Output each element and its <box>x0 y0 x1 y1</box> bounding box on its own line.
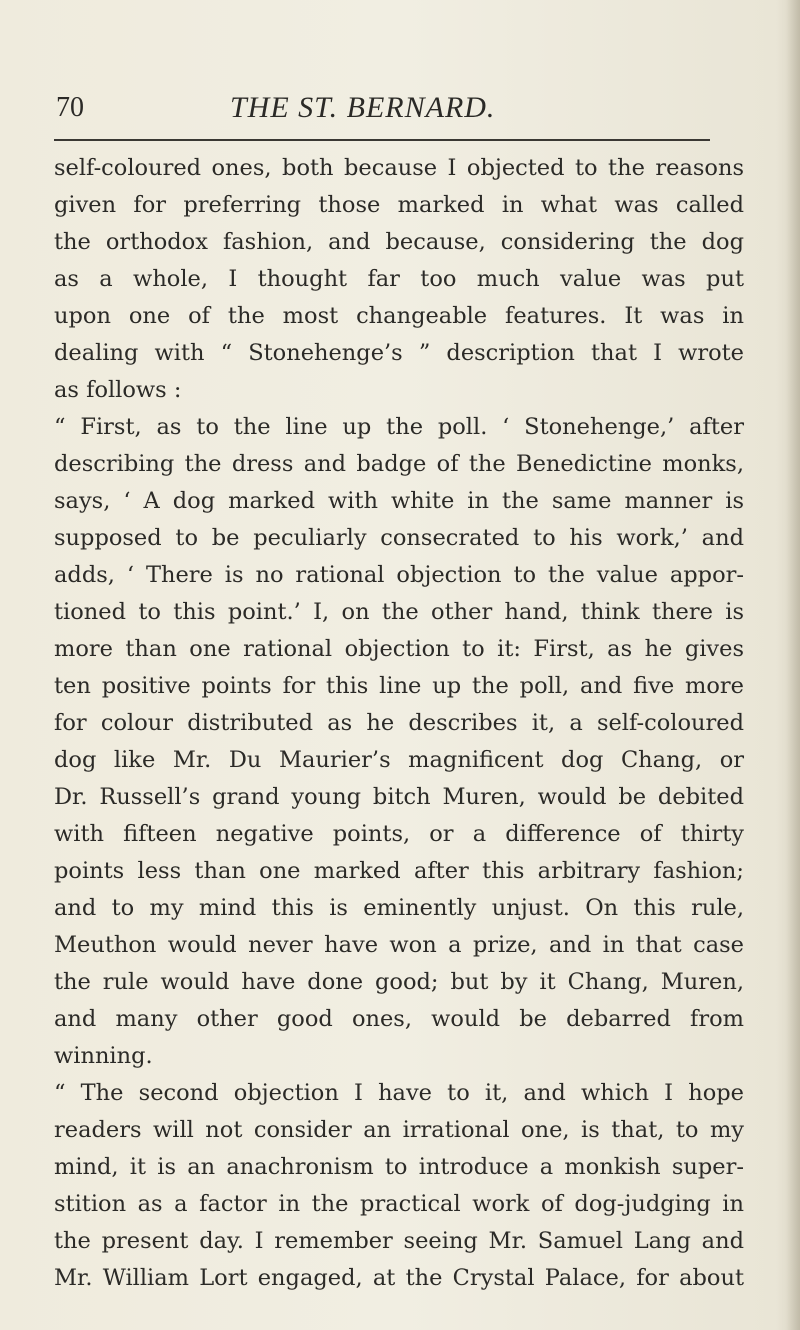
text-line: mind, it is an anachronism to introduce a monkish super- <box>54 1154 744 1180</box>
text-line: points less than one marked after this arbitrary fashion; <box>54 858 744 884</box>
text-line: the present day. I remember seeing Mr. Samuel Lang and <box>54 1228 744 1254</box>
text-line: and to my mind this is eminently unjust. On this rule, <box>54 895 744 921</box>
text-line: supposed to be peculiarly consecrated to his work,’ and <box>54 525 744 551</box>
text-line: upon one of the most changeable features. It was in <box>54 303 744 329</box>
text-line: “ First, as to the line up the poll. ‘ Stonehenge,’ after <box>54 414 744 440</box>
text-line: winning. <box>54 1043 153 1069</box>
text-line: adds, ‘ There is no rational objection to the value appor- <box>54 562 744 588</box>
text-line: as follows : <box>54 377 182 403</box>
text-line: self-coloured ones, both because I objected to the reasons <box>54 155 744 181</box>
text-line: Meuthon would never have won a prize, and in that case <box>54 932 744 958</box>
text-line: ten positive points for this line up the poll, and five more <box>54 673 744 699</box>
text-line: dog like Mr. Du Maurier’s magnificent dog Chang, or <box>54 747 744 773</box>
text-line: Mr. William Lort engaged, at the Crystal Palace, for about <box>54 1265 744 1291</box>
text-line: the orthodox fashion, and because, considering the dog <box>54 229 744 255</box>
text-line: the rule would have done good; but by it Chang, Muren, <box>54 969 744 995</box>
text-line: given for preferring those marked in what was called <box>54 192 744 218</box>
text-line: says, ‘ A dog marked with white in the same manner is <box>54 488 744 514</box>
text-line: readers will not consider an irrational one, is that, to my <box>54 1117 744 1143</box>
text-line: stition as a factor in the practical work of dog-judging in <box>54 1191 744 1217</box>
text-line: dealing with “ Stonehenge’s ” description that I wrote <box>54 340 744 366</box>
text-line: and many other good ones, would be debarred from <box>54 1006 744 1032</box>
body-text <box>54 150 744 1297</box>
text-line: with fifteen negative points, or a difference of thirty <box>54 821 744 847</box>
header-rule <box>54 139 710 141</box>
running-head: THE ST. BERNARD. <box>230 91 496 124</box>
page-header <box>0 92 800 132</box>
text-line: as a whole, I thought far too much value was put <box>54 266 744 292</box>
page-number: 70 <box>56 92 84 123</box>
page-edge-shadow <box>786 0 800 1330</box>
text-line: describing the dress and badge of the Benedictine monks, <box>54 451 744 477</box>
text-line: more than one rational objection to it: First, as he gives <box>54 636 744 662</box>
text-line: tioned to this point.’ I, on the other hand, think there is <box>54 599 744 625</box>
text-line: for colour distributed as he describes it, a self-coloured <box>54 710 744 736</box>
text-line: Dr. Russell’s grand young bitch Muren, would be debited <box>54 784 744 810</box>
text-line: “ The second objection I have to it, and which I hope <box>54 1080 744 1106</box>
